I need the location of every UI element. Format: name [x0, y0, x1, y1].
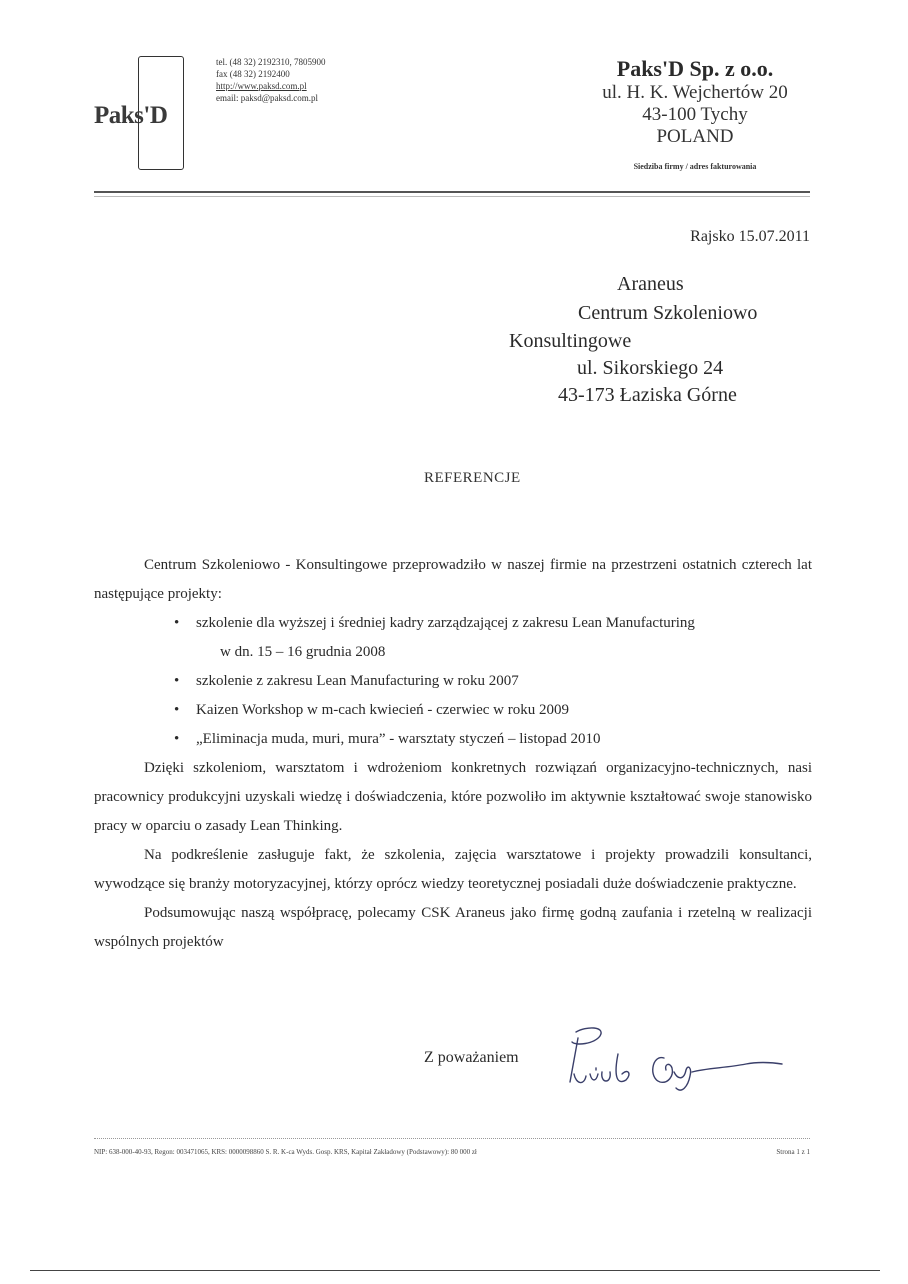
- list-item-text: „Eliminacja muda, muri, mura” - warsztaty styczeń – listopad 2010: [196, 731, 601, 747]
- company-street: ul. H. K. Wejchertów 20: [602, 82, 788, 103]
- recipient-line-2: Centrum Szkoleniowo: [578, 302, 758, 324]
- email-line[interactable]: email: paksd@paksd.com.pl: [216, 93, 319, 103]
- list-item: [174, 609, 812, 667]
- header-divider-thin: [94, 196, 810, 197]
- list-item-continuation: w dn. 15 – 16 grudnia 2008: [220, 644, 386, 660]
- letter-date: Rajsko 15.07.2011: [690, 228, 810, 245]
- contact-block: [216, 56, 326, 104]
- intro-paragraph: Centrum Szkoleniowo - Konsultingowe przeprowadziło w naszej firmie na przestrzeni ostatnich czterech lat następujące projekty:: [94, 557, 812, 602]
- list-item-text: szkolenie z zakresu Lean Manufacturing w roku 2007: [196, 673, 519, 689]
- letter-body: [94, 551, 812, 957]
- list-item-text: Kaizen Workshop w m-cach kwiecień - czerwiec w roku 2009: [196, 702, 569, 718]
- closing-phrase: Z poważaniem: [424, 1049, 519, 1066]
- page-edge-line: [30, 1270, 880, 1271]
- recipient-line-3: Konsultingowe: [509, 330, 632, 352]
- company-logo: [92, 56, 202, 170]
- recipient-line-4: ul. Sikorskiego 24: [577, 357, 724, 379]
- list-item: [174, 667, 812, 696]
- list-item-text: szkolenie dla wyższej i średniej kadry zarządzającej z zakresu Lean Manufacturing: [196, 615, 695, 631]
- logo-text: Paks'D: [94, 102, 168, 129]
- footer-company-info: NIP: 638-000-40-93, Regon: 003471065, KRS: 0000098860 S. R. K-ca Wyds. Gosp. KRS, Kapitał Zakładowy (Podstawowy): 80 000 zł: [94, 1148, 477, 1156]
- project-list: [94, 609, 812, 754]
- paragraph-outcomes: Dzięki szkoleniom, warsztatom i wdrożeniom konkretnych rozwiązań organizacyjno-technicznych, nasi pracownicy produkcyjni uzyskali wiedzę i doświadczenia, które pozwoliło im aktywnie kształtować swoje stanowisko pracy w oparciu o zasady Lean Thinking.: [94, 760, 812, 834]
- fax-line: fax (48 32) 2192400: [216, 69, 290, 79]
- letter-heading: REFERENCJE: [424, 470, 521, 486]
- handwritten-signature: [556, 1024, 796, 1114]
- recipient-line-5: 43-173 Łaziska Górne: [558, 384, 737, 406]
- company-country: POLAND: [656, 126, 734, 147]
- list-item: [174, 725, 812, 754]
- paragraph-consultants: Na podkreślenie zasługuje fakt, że szkolenia, zajęcia warsztatowe i projekty prowadzili konsultanci, wywodzące się branży motoryzacyjnej, którzy oprócz wiedzy teoretycznej posiadali duże doświadczenie praktyczne.: [94, 847, 812, 892]
- company-block: [570, 56, 820, 171]
- paragraph-summary: Podsumowując naszą współpracę, polecamy CSK Araneus jako firmę godną zaufania i rzetelną w realizacji wspólnych projektów: [94, 905, 812, 950]
- footer-page-number: Strona 1 z 1: [776, 1148, 810, 1156]
- company-city: 43-100 Tychy: [642, 104, 748, 125]
- footer-divider: [94, 1138, 810, 1139]
- website-link[interactable]: http://www.paksd.com.pl: [216, 81, 307, 91]
- company-name: Paks'D Sp. z o.o.: [616, 56, 774, 81]
- tel-line: tel. (48 32) 2192310, 7805900: [216, 57, 326, 67]
- list-item: [174, 696, 812, 725]
- seat-note: Siedziba firmy / adres fakturowania: [633, 162, 757, 171]
- header-divider: [94, 191, 810, 193]
- recipient-line-1: Araneus: [617, 273, 684, 295]
